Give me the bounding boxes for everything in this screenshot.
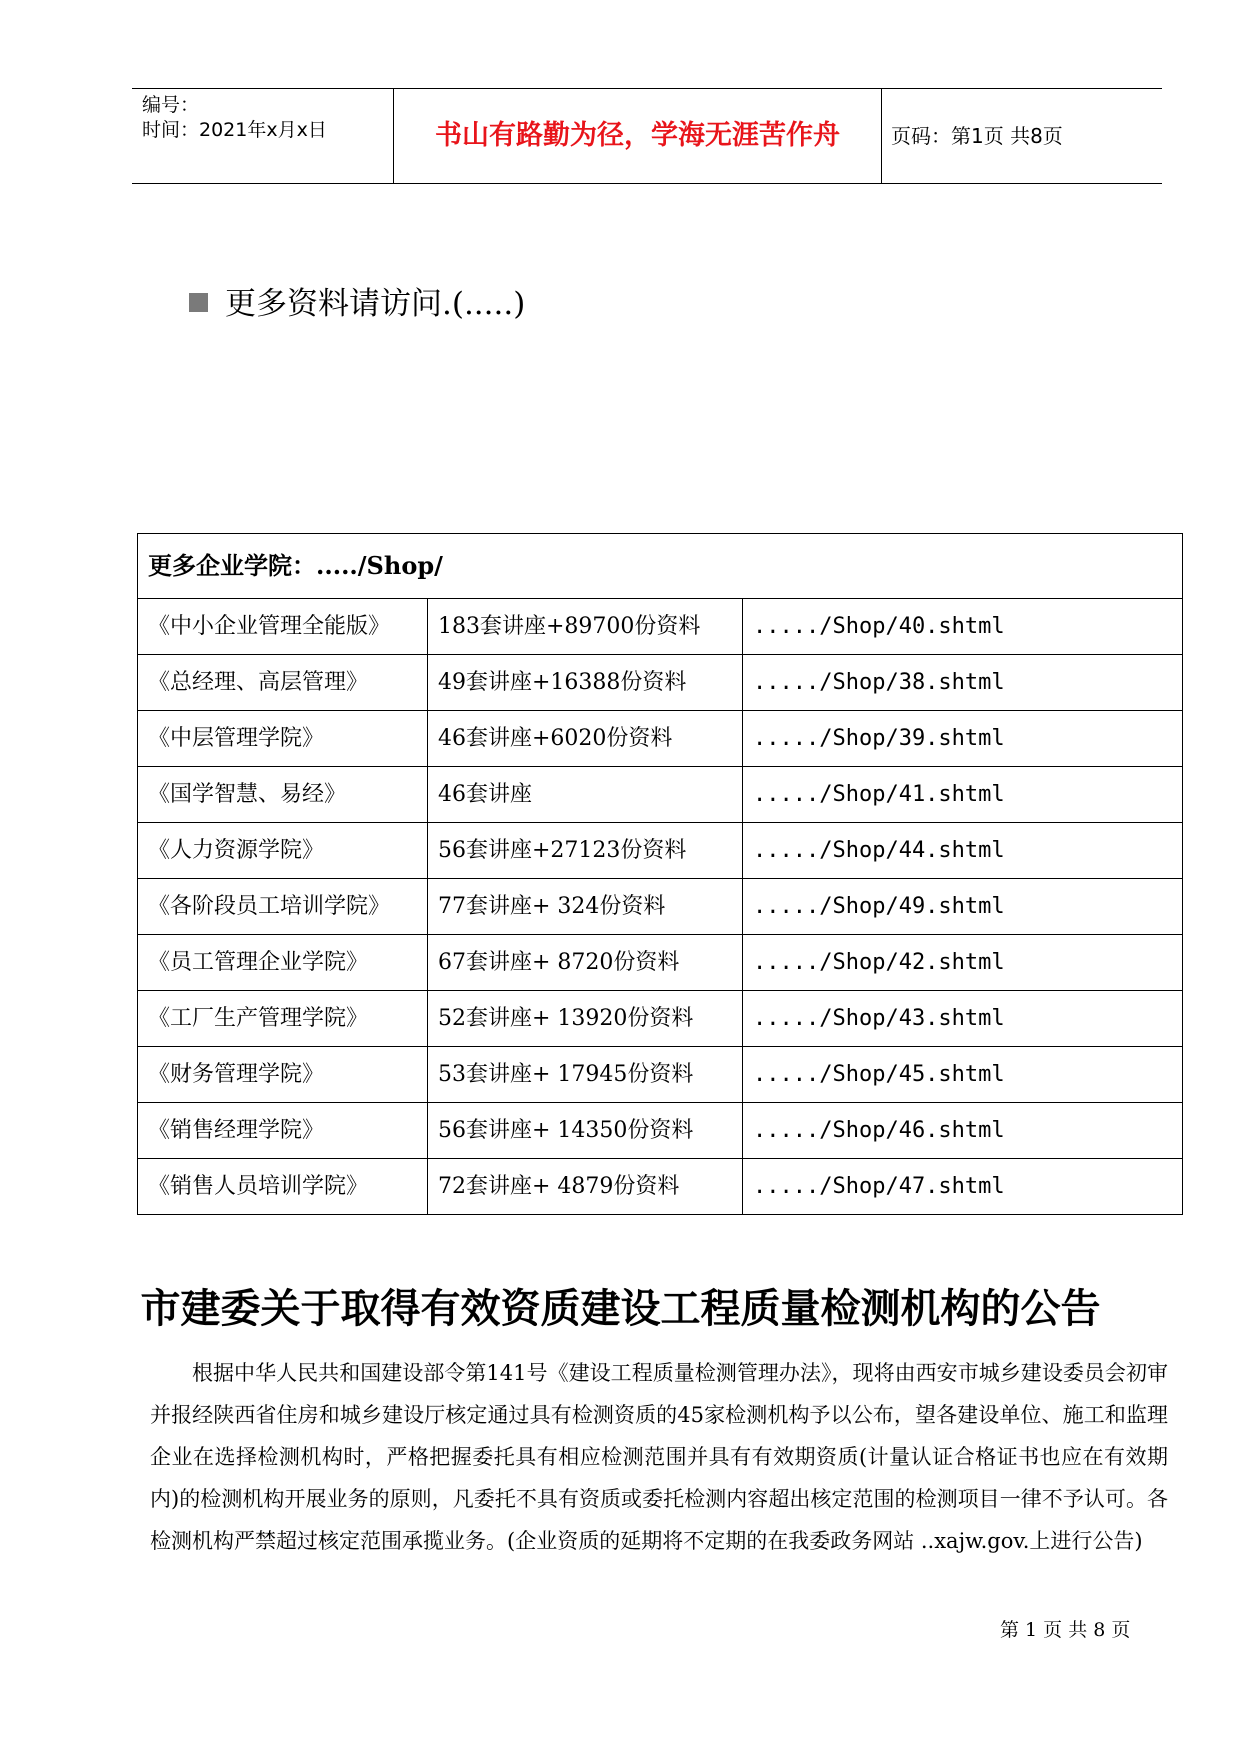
- courses-table: [137, 533, 1183, 1215]
- course-link[interactable]: ...../Shop/41.shtml: [743, 767, 1183, 823]
- table-row: [138, 599, 1183, 655]
- more-info-line: [189, 284, 525, 324]
- table-row: [138, 1159, 1183, 1215]
- course-name: 《财务管理学院》: [138, 1047, 428, 1103]
- course-name: 《国学智慧、易经》: [138, 767, 428, 823]
- table-row: [138, 879, 1183, 935]
- course-content: 56套讲座+ 14350份资料: [428, 1103, 743, 1159]
- document-id-label: 编号：: [142, 94, 200, 116]
- course-content: 46套讲座: [428, 767, 743, 823]
- course-content: 77套讲座+ 324份资料: [428, 879, 743, 935]
- motto-text: 书山有路勤为径，学海无涯苦作舟: [435, 120, 840, 151]
- table-row: [138, 655, 1183, 711]
- course-link[interactable]: ...../Shop/45.shtml: [743, 1047, 1183, 1103]
- course-name: 《员工管理企业学院》: [138, 935, 428, 991]
- course-name: 《总经理、高层管理》: [138, 655, 428, 711]
- courses-table-header-row: [138, 534, 1183, 599]
- course-link[interactable]: ...../Shop/46.shtml: [743, 1103, 1183, 1159]
- header-page-cell: [881, 89, 1162, 183]
- square-bullet-icon: [189, 293, 208, 312]
- course-link[interactable]: ...../Shop/44.shtml: [743, 823, 1183, 879]
- course-content: 46套讲座+6020份资料: [428, 711, 743, 767]
- course-link[interactable]: ...../Shop/38.shtml: [743, 655, 1183, 711]
- course-link[interactable]: ...../Shop/40.shtml: [743, 599, 1183, 655]
- course-name: 《人力资源学院》: [138, 823, 428, 879]
- course-link[interactable]: ...../Shop/39.shtml: [743, 711, 1183, 767]
- notice-body: 根据中华人民共和国建设部令第141号《建设工程质量检测管理办法》，现将由西安市城乡建设委员会初审并报经陕西省住房和城乡建设厅核定通过具有检测资质的45家检测机构予以公布，望各建设单位、施工和监理企业在选择检测机构时，严格把握委托具有相应检测范围并具有有效期资质(计量认证合格证书也应在有效期内)的检测机构开展业务的原则，凡委托不具有资质或委托检测内容超出核定范围的检测项目一律不予认可。各检测机构严禁超过核定范围承揽业务。(企业资质的延期将不定期的在我委政务网站 ..xajw.gov.上进行公告): [150, 1361, 1168, 1553]
- course-content: 49套讲座+16388份资料: [428, 655, 743, 711]
- course-name: 《销售人员培训学院》: [138, 1159, 428, 1215]
- page-footer: 第 1 页 共 8 页: [1000, 1619, 1131, 1641]
- header-meta-cell: [132, 89, 393, 183]
- document-time-label: 时间：2021年x月x日: [142, 119, 327, 141]
- course-name: 《各阶段员工培训学院》: [138, 879, 428, 935]
- course-content: 67套讲座+ 8720份资料: [428, 935, 743, 991]
- table-row: [138, 823, 1183, 879]
- course-link[interactable]: ...../Shop/43.shtml: [743, 991, 1183, 1047]
- table-row: [138, 1103, 1183, 1159]
- notice-title: 市建委关于取得有效资质建设工程质量检测机构的公告: [140, 1286, 1101, 1332]
- course-link[interactable]: ...../Shop/47.shtml: [743, 1159, 1183, 1215]
- course-name: 《中层管理学院》: [138, 711, 428, 767]
- course-content: 56套讲座+27123份资料: [428, 823, 743, 879]
- table-row: [138, 991, 1183, 1047]
- course-content: 53套讲座+ 17945份资料: [428, 1047, 743, 1103]
- table-row: [138, 711, 1183, 767]
- page-indicator: 页码：第1页 共8页: [891, 124, 1063, 148]
- course-name: 《工厂生产管理学院》: [138, 991, 428, 1047]
- course-content: 52套讲座+ 13920份资料: [428, 991, 743, 1047]
- course-link[interactable]: ...../Shop/42.shtml: [743, 935, 1183, 991]
- course-link[interactable]: ...../Shop/49.shtml: [743, 879, 1183, 935]
- header-motto-cell: [393, 89, 882, 183]
- course-name: 《中小企业管理全能版》: [138, 599, 428, 655]
- course-content: 72套讲座+ 4879份资料: [428, 1159, 743, 1215]
- courses-table-header: 更多企业学院：...../Shop/: [138, 534, 1183, 599]
- table-row: [138, 1047, 1183, 1103]
- course-name: 《销售经理学院》: [138, 1103, 428, 1159]
- document-header: [132, 88, 1162, 184]
- more-info-text: 更多资料请访问.(.....): [225, 286, 526, 322]
- table-row: [138, 935, 1183, 991]
- course-content: 183套讲座+89700份资料: [428, 599, 743, 655]
- table-row: [138, 767, 1183, 823]
